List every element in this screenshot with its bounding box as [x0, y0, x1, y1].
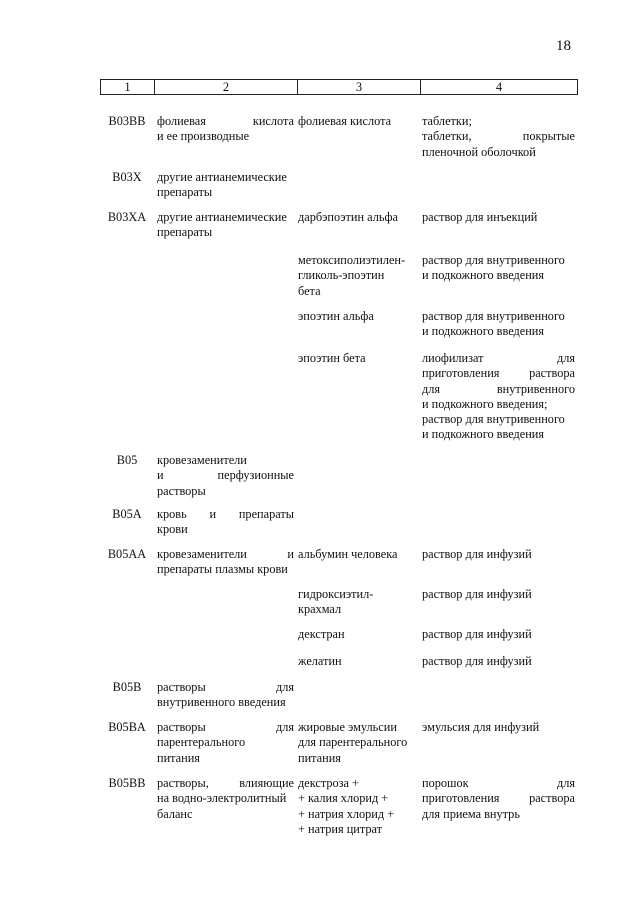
cell-line: гликоль-эпоэтин [298, 268, 385, 283]
group-name-cell [157, 720, 294, 766]
cell-line: и подкожного введения [422, 427, 545, 442]
cell-line: порошок для [422, 776, 575, 790]
dosage-form-cell [422, 654, 575, 669]
cell-line: и ее производные [157, 129, 250, 144]
cell-line: и подкожного введения [422, 268, 545, 283]
header-col-4: 4 [421, 80, 578, 95]
drug-name-cell [298, 720, 416, 766]
cell-line: питания [157, 750, 200, 765]
cell-line: питания [298, 750, 341, 765]
dosage-form-cell [422, 210, 575, 225]
header-col-1: 1 [101, 80, 155, 95]
cell-line: дарбэпоэтин альфа [298, 210, 398, 224]
drug-name-cell [298, 309, 416, 324]
cell-line: + калия хлорид + [298, 791, 389, 806]
atc-code-cell: B03X [112, 170, 142, 184]
dosage-form-cell [422, 253, 575, 284]
page-number: 18 [556, 38, 571, 54]
cell-line: и подкожного введения [422, 324, 545, 339]
dosage-form-cell [422, 627, 575, 642]
atc-code-cell: B05BB [108, 776, 146, 790]
cell-line: растворы [157, 483, 206, 498]
cell-line: метоксиполиэтилен- [298, 253, 406, 267]
cell-line: гидроксиэтил- [298, 587, 374, 601]
cell-line: декстран [298, 627, 345, 641]
drug-name-cell [298, 654, 416, 669]
cell-line: и подкожного введения; [422, 396, 548, 411]
group-name-cell [157, 547, 294, 578]
cell-line: парентерального [157, 735, 246, 750]
cell-line: раствор для внутривенного [422, 412, 565, 427]
cell-line: приготовления раствора [422, 366, 575, 381]
group-name-cell [157, 507, 294, 538]
group-name-cell [157, 210, 294, 241]
cell-line: растворы для [157, 720, 294, 734]
cell-line: для парентерального [298, 735, 408, 750]
cell-line: желатин [298, 654, 342, 668]
column-number-header [100, 79, 578, 95]
dosage-form-cell [422, 547, 575, 562]
cell-line: раствор для инфузий [422, 587, 532, 601]
cell-line: лиофилизат для [422, 351, 575, 365]
drug-name-cell [298, 253, 416, 299]
cell-line: + натрия хлорид + [298, 806, 395, 821]
dosage-form-cell [422, 309, 575, 340]
dosage-form-cell [422, 587, 575, 602]
atc-code-cell: B05BA [108, 720, 146, 734]
cell-line: раствор для внутривенного [422, 309, 565, 323]
cell-line: + натрия цитрат [298, 821, 383, 836]
cell-line: эпоэтин альфа [298, 309, 374, 323]
atc-code-cell: B03BB [108, 114, 146, 128]
header-col-3: 3 [298, 80, 421, 95]
cell-line: фолиевая кислота [298, 114, 392, 128]
atc-code-cell: B05AA [107, 547, 147, 561]
cell-line: жировые эмульсии [298, 720, 397, 734]
cell-line: баланс [157, 806, 193, 821]
cell-line: раствор для инфузий [422, 547, 532, 561]
cell-line: раствор для инфузий [422, 627, 532, 641]
cell-line: кровь и препараты [157, 507, 294, 521]
cell-line: альбумин человека [298, 547, 398, 561]
atc-code-cell: B03XA [107, 210, 147, 224]
header-col-2: 2 [155, 80, 298, 95]
cell-line: на водно-электролитный [157, 791, 287, 806]
cell-line: эпоэтин бета [298, 351, 366, 365]
cell-line: раствор для инъекций [422, 210, 538, 224]
drug-name-cell [298, 776, 416, 837]
cell-line: растворы, влияющие [157, 776, 294, 790]
cell-line: внутривенного введения [157, 695, 286, 710]
header-row [101, 80, 578, 95]
drug-name-cell [298, 114, 416, 129]
group-name-cell [157, 453, 294, 499]
group-name-cell [157, 680, 294, 711]
cell-line: раствор для внутривенного [422, 253, 565, 267]
cell-line: эмульсия для инфузий [422, 720, 540, 734]
drug-name-cell [298, 210, 416, 225]
drug-name-cell [298, 587, 416, 618]
cell-line: препараты [157, 225, 213, 240]
cell-line: растворы для [157, 680, 294, 694]
cell-line: крови [157, 522, 188, 537]
group-name-cell [157, 170, 294, 201]
cell-line: для приема внутрь [422, 806, 520, 821]
cell-line: кровезаменители [157, 453, 247, 467]
cell-line: и перфузионные [157, 468, 294, 483]
dosage-form-cell [422, 114, 575, 160]
atc-code-cell: B05A [112, 507, 142, 521]
atc-code-cell: B05 [116, 453, 138, 467]
drug-name-cell [298, 547, 416, 562]
cell-line: бета [298, 283, 321, 298]
cell-line: таблетки; [422, 114, 472, 128]
cell-line: приготовления раствора [422, 791, 575, 806]
cell-line: другие антианемические [157, 170, 287, 184]
dosage-form-cell [422, 351, 575, 443]
drug-name-cell [298, 351, 416, 366]
cell-line: для внутривенного [422, 381, 575, 396]
dosage-form-cell [422, 776, 575, 822]
dosage-form-cell [422, 720, 575, 735]
cell-line: пленочной оболочкой [422, 144, 536, 159]
cell-line: препараты [157, 185, 213, 200]
cell-line: крахмал [298, 602, 342, 617]
cell-line: раствор для инфузий [422, 654, 532, 668]
atc-code-cell: B05B [112, 680, 142, 694]
cell-line: таблетки, покрытые [422, 129, 575, 144]
drug-name-cell [298, 627, 416, 642]
cell-line: другие антианемические [157, 210, 287, 224]
cell-line: препараты плазмы крови [157, 562, 288, 577]
cell-line: декстроза + [298, 776, 359, 790]
group-name-cell [157, 114, 294, 145]
cell-line: кровезаменители и [157, 547, 294, 561]
cell-line: фолиевая кислота [157, 114, 294, 128]
group-name-cell [157, 776, 294, 822]
